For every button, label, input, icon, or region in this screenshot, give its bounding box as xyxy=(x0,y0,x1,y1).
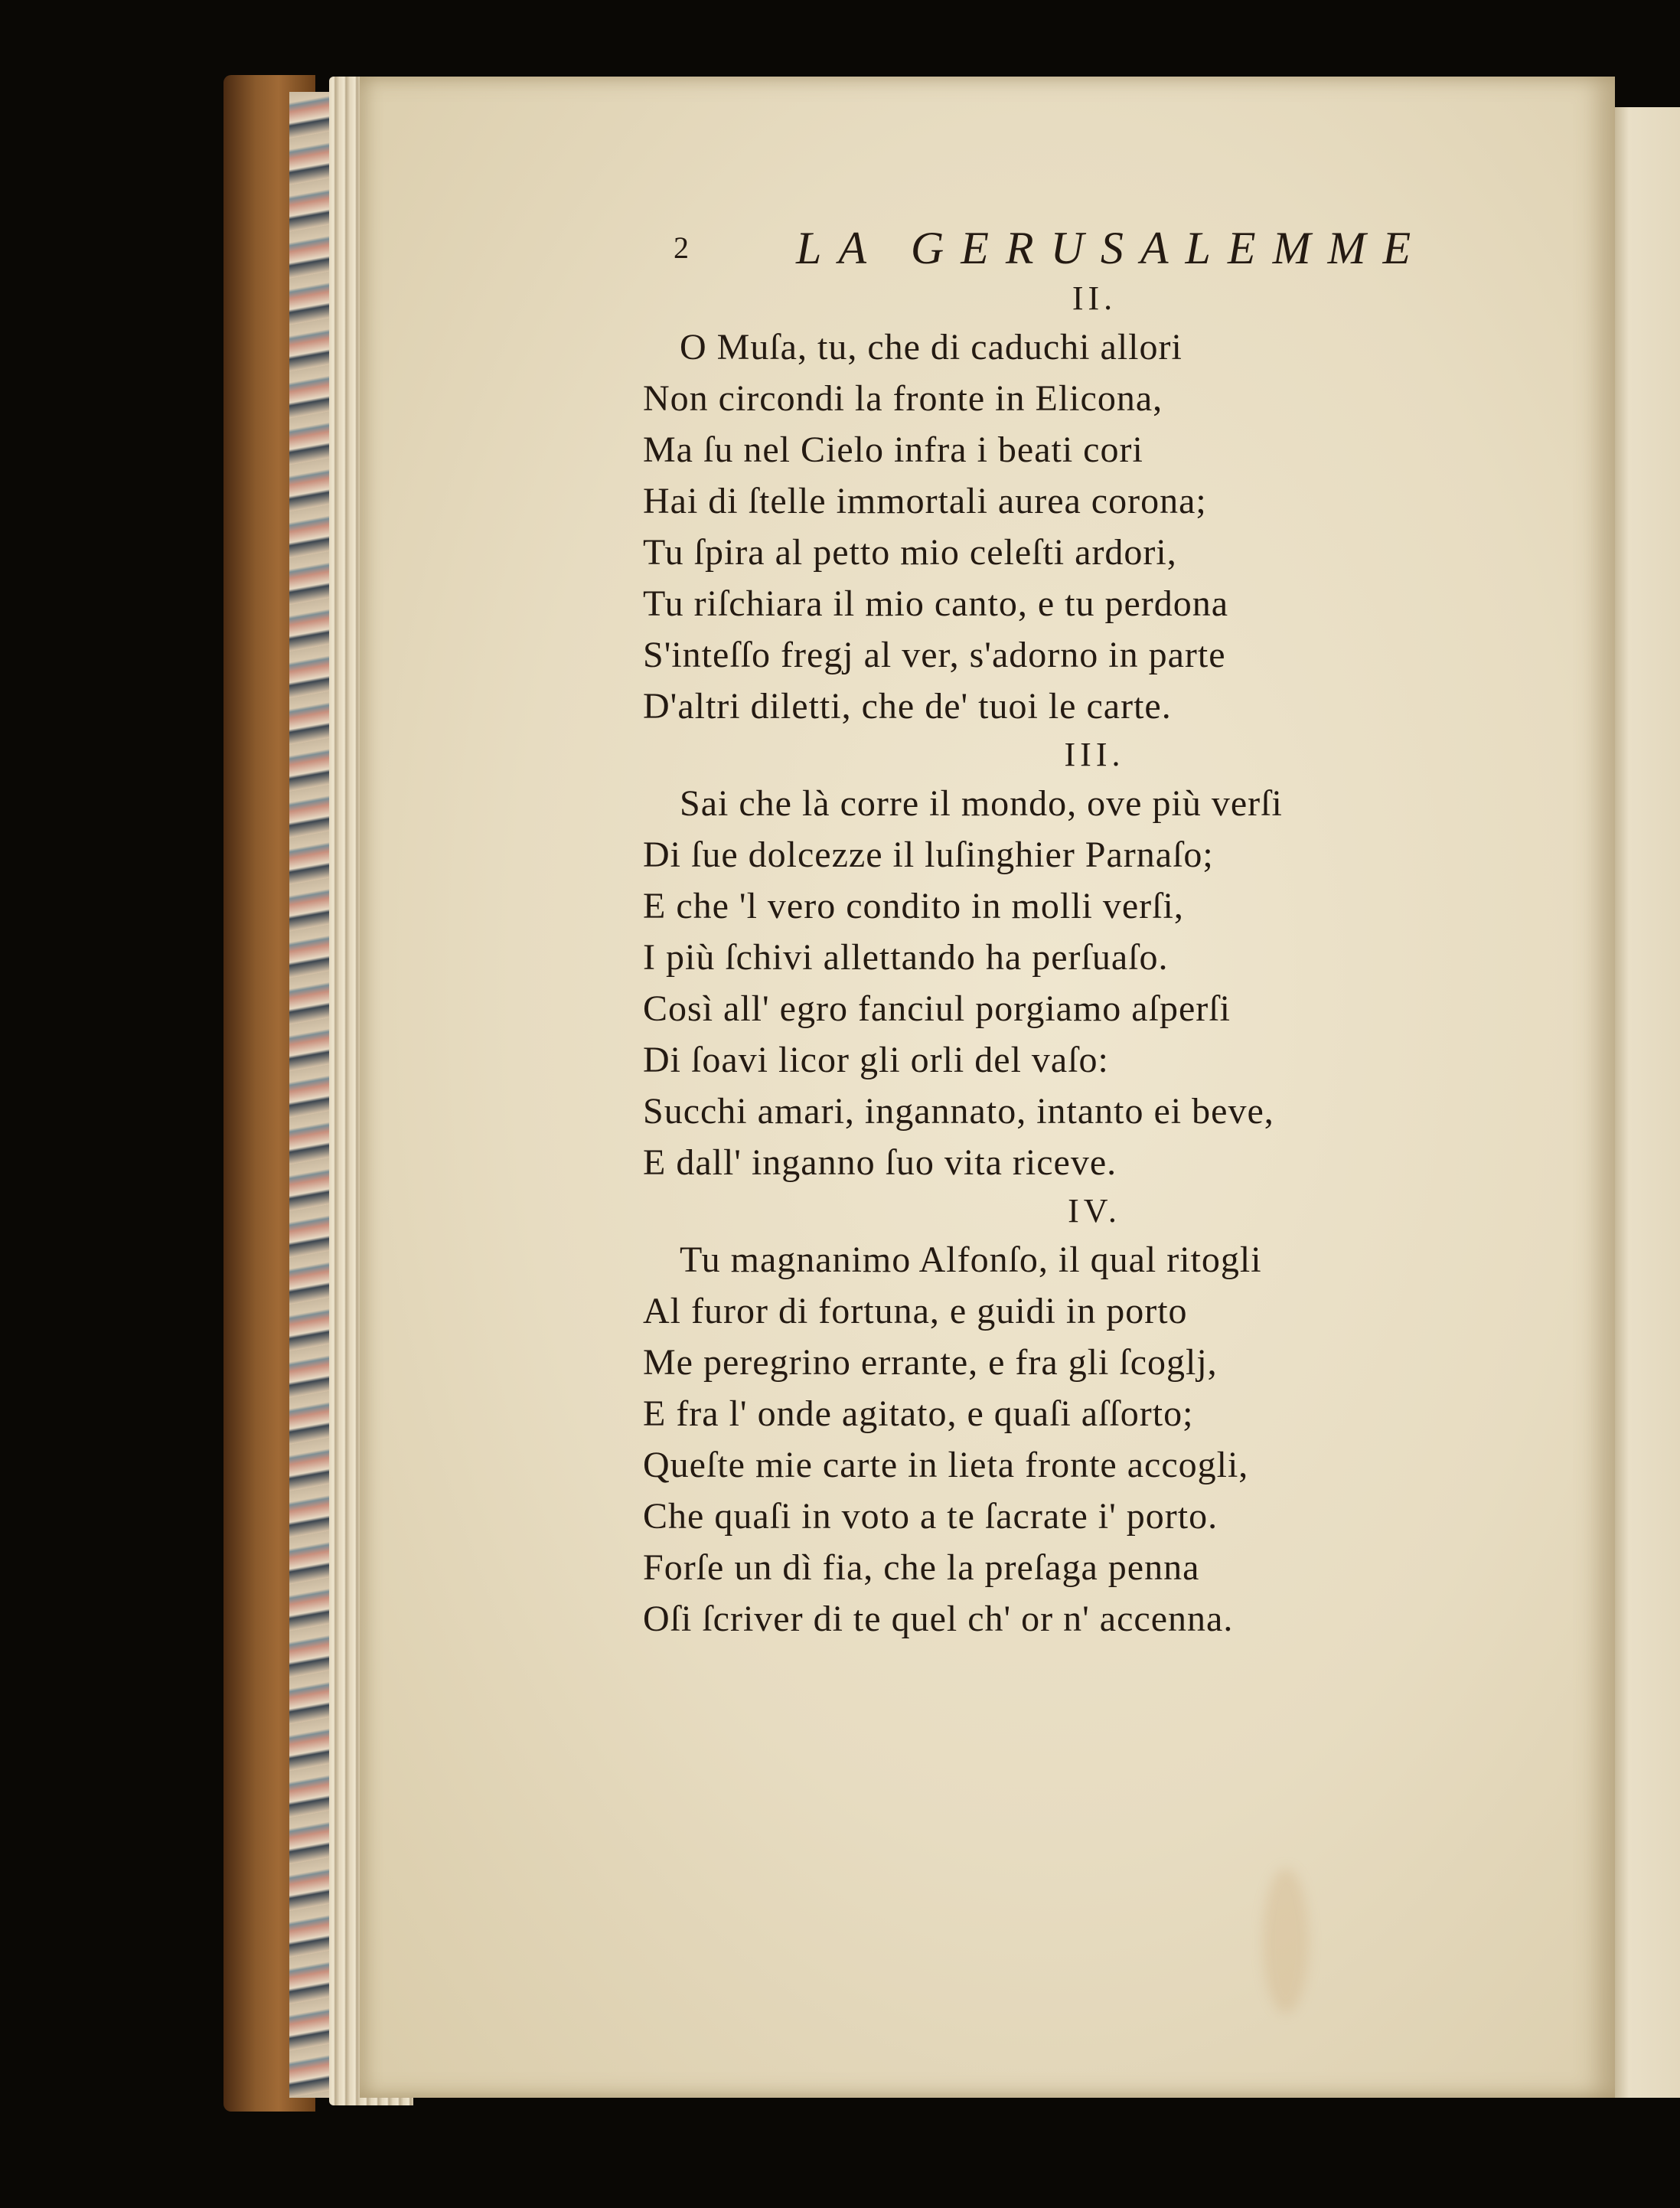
verse-line: S'inteſſo fregj al ver, s'adorno in parte xyxy=(643,635,1226,675)
stanza xyxy=(643,732,1454,1188)
page-text xyxy=(643,214,1454,1645)
stanza xyxy=(643,1188,1454,1645)
verse-line: Ma ſu nel Cielo infra i beati cori xyxy=(643,430,1143,470)
verse-line: Sai che là corre il mondo, ove più verſi xyxy=(680,783,1283,824)
facing-page-edge xyxy=(1607,107,1680,2098)
verse-line: Tu magnanimo Alfonſo, il qual ritogli xyxy=(680,1240,1262,1280)
verse-line: E dall' inganno ſuo vita riceve. xyxy=(643,1142,1117,1183)
verse-line: E fra l' onde agitato, e quaſi aſſorto; xyxy=(643,1393,1194,1434)
verse-line: Queſte mie carte in lieta fronte accogli, xyxy=(643,1445,1249,1485)
verse-line: Al furor di fortuna, e guidi in porto xyxy=(643,1291,1188,1331)
verse-line: Che quaſi in voto a te ſacrate i' porto. xyxy=(643,1496,1218,1537)
verse-line: E che 'l vero condito in molli verſi, xyxy=(643,886,1184,926)
paper-stain xyxy=(1263,1868,1309,2014)
verse-line: Di ſue dolcezze il luſinghier Parnaſo; xyxy=(643,835,1214,875)
verse-line: Me peregrino errante, e fra gli ſcoglj, xyxy=(643,1342,1218,1383)
running-title: LA GERUSALEMME xyxy=(796,223,1428,273)
verse-line: Di ſoavi licor gli orli del vaſo: xyxy=(643,1040,1109,1080)
stanza xyxy=(643,276,1454,732)
page-header xyxy=(643,214,1454,276)
verse-line: Oſi ſcriver di te quel ch' or n' accenna. xyxy=(643,1599,1234,1639)
verse-line: Succhi amari, ingannato, intanto ei beve, xyxy=(643,1091,1274,1132)
marbled-endpaper xyxy=(289,92,335,2098)
verse-line: Tu ſpira al petto mio celeſti ardori, xyxy=(643,532,1177,573)
verse-line: Così all' egro fanciul porgiamo aſperſi xyxy=(643,988,1231,1029)
verse-line: Tu riſchiara il mio canto, e tu perdona xyxy=(643,583,1229,624)
verse-line: I più ſchivi allettando ha perſuaſo. xyxy=(643,937,1169,978)
stanza-number: II. xyxy=(1072,279,1117,317)
verse-line: D'altri diletti, che de' tuoi le carte. xyxy=(643,686,1172,727)
verse-line: Non circondi la fronte in Elicona, xyxy=(643,378,1163,419)
stanza-number: IV. xyxy=(1068,1192,1121,1230)
verse-line: Forſe un dì fia, che la preſaga penna xyxy=(643,1547,1200,1588)
verse-line: Hai di ſtelle immortali aurea corona; xyxy=(643,481,1207,521)
stanza-number: III. xyxy=(1064,736,1125,773)
verse-line: O Muſa, tu, che di caduchi allori xyxy=(680,327,1183,367)
page-number: 2 xyxy=(674,230,689,265)
